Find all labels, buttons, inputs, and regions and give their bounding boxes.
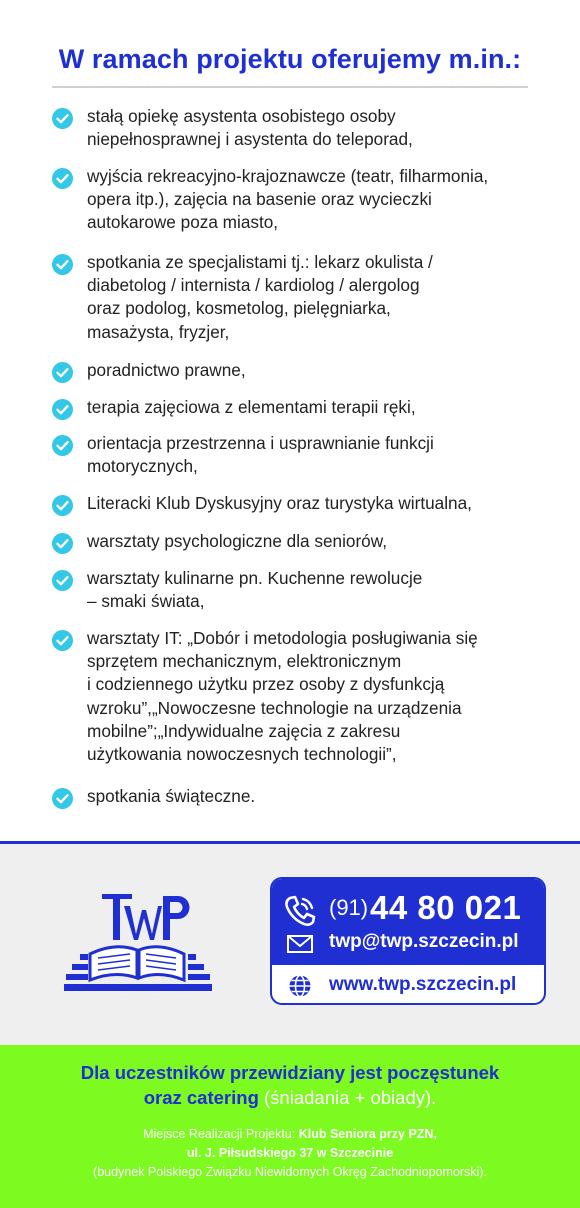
offer-text-line: autokarowe poza miasto, (87, 212, 279, 233)
offer-text-line: orientacja przestrzenna i usprawnianie funkcji (87, 433, 434, 453)
offer-text-line: diabetolog / internista / kardiolog / alergolog (87, 275, 420, 296)
offer-text-line: i codziennego użytku przez osoby z dysfunkcją (87, 674, 445, 695)
checkmark-icon (52, 168, 73, 189)
page-title: W ramach projektu oferujemy m.in.: (58, 44, 522, 74)
offer-text (87, 432, 527, 478)
offer-text-line: niepełnosprawnej i asystenta do teleporad, (87, 129, 413, 150)
offer-text-line: warsztaty kulinarne pn. Kuchenne rewolucje (87, 568, 423, 588)
offer-text-line: poradnictwo prawne, (87, 360, 246, 380)
checkmark-icon (52, 399, 73, 420)
offer-text-line: oraz podolog, kosmetolog, pielęgniarka, (87, 298, 391, 319)
offer-text (87, 359, 527, 382)
title-divider (52, 86, 528, 88)
offer-text (87, 530, 527, 553)
footer-headline-line1: Dla uczestników przewidziany jest poczęstunek (80, 1062, 500, 1083)
footer-address (0, 1146, 580, 1160)
offer-text-line: mobilne”;„Indywidualne zajęcia z zakresu (87, 720, 401, 741)
phone-prefix: (91) (329, 895, 369, 920)
offer-text-line: sprzętem mechanicznym, elektronicznym (87, 651, 402, 672)
footer-meals: (śniadania + obiady). (264, 1087, 437, 1108)
offer-text-line: – smaki świata, (87, 591, 205, 612)
checkmark-icon (52, 254, 73, 275)
footer-headline-line2 (0, 1087, 580, 1109)
offer-text (87, 165, 527, 235)
website-link[interactable]: www.twp.szczecin.pl (329, 974, 517, 995)
mail-icon (287, 935, 313, 953)
offer-text (87, 105, 527, 151)
offer-text (87, 492, 527, 515)
footer-section (0, 1045, 580, 1208)
phone-number[interactable]: 44 80 021 (370, 889, 522, 926)
footer-building: (budynek Polskiego Związku Niewidomych Okręg Zachodniopomorski). (93, 1165, 487, 1179)
offer-text-line: wyjścia rekreacyjno-krajoznawcze (teatr, filharmonia, (87, 166, 489, 186)
offer-text-line: terapia zajęciowa z elementami terapii ręki, (87, 397, 416, 417)
footer-place-name: Klub Seniora przy PZN, (298, 1127, 437, 1141)
checkmark-icon (52, 435, 73, 456)
offer-text (87, 567, 527, 613)
offer-text-line: spotkania świąteczne. (87, 786, 256, 806)
contact-box (270, 877, 546, 1005)
twp-logo (60, 892, 216, 998)
offer-text-line: warsztaty psychologiczne dla seniorów, (87, 531, 387, 551)
checkmark-icon (52, 630, 73, 651)
checkmark-icon (52, 570, 73, 591)
offer-text (87, 396, 527, 419)
footer-place-line (0, 1127, 580, 1141)
offer-text (87, 785, 527, 808)
offer-text-line: masażysta, fryzjer, (87, 321, 230, 342)
offer-text (87, 251, 527, 344)
footer-place-label: Miejsce Realizacji Projektu: (143, 1127, 296, 1141)
offer-text-line: warsztaty IT: „Dobór i metodologia posługiwania się (87, 628, 478, 648)
offer-text-line: użytkowania nowoczesnych technologii”, (87, 744, 397, 765)
phone-icon (282, 893, 318, 929)
checkmark-icon (52, 495, 73, 516)
offer-text-line: opera itp.), zajęcia na basenie oraz wycieczki (87, 189, 432, 210)
offer-text (87, 627, 527, 766)
offer-text-line: stałą opiekę asystenta osobistego osoby (87, 106, 396, 126)
footer-catering: oraz catering (143, 1087, 259, 1108)
offer-text-line: motorycznych, (87, 456, 198, 477)
checkmark-icon (52, 788, 73, 809)
offer-text-line: Literacki Klub Dyskusyjny oraz turystyka wirtualna, (87, 493, 472, 513)
offer-text-line: wzroku”,„Nowoczesne technologie na urządzenia (87, 697, 462, 718)
offer-text-line: spotkania ze specjalistami tj.: lekarz okulista / (87, 252, 433, 272)
checkmark-icon (52, 108, 73, 129)
footer-address-text: ul. J. Piłsudskiego 37 w Szczecinie (186, 1146, 394, 1160)
email-link[interactable]: twp@twp.szczecin.pl (329, 931, 519, 952)
checkmark-icon (52, 533, 73, 554)
globe-icon (288, 974, 312, 998)
checkmark-icon (52, 362, 73, 383)
